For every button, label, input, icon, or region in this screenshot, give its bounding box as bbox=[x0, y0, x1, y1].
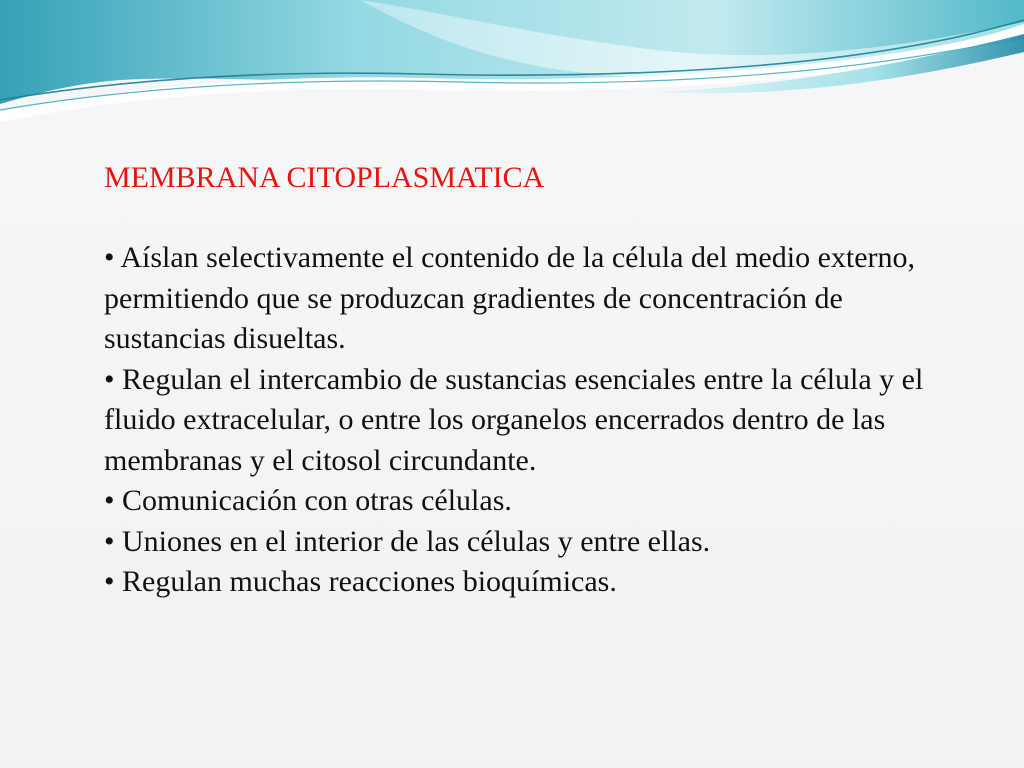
slide-title: MEMBRANA CITOPLASMATICA bbox=[104, 161, 545, 194]
bullet-item: • Aíslan selectivamente el contenido de la célula del medio externo, permitiendo que se produzcan gradientes de concentración de sustancias disueltas. bbox=[104, 241, 916, 355]
bullet-item: • Regulan muchas reacciones bioquímicas. bbox=[104, 565, 617, 598]
header-wave-decoration bbox=[0, 0, 1024, 150]
bullet-item: • Comunicación con otras células. bbox=[104, 484, 512, 517]
bullet-list bbox=[104, 238, 964, 603]
bullet-item: • Regulan el intercambio de sustancias esenciales entre la célula y el fluido extracelular, o entre los organelos encerrados dentro de las membranas y el citosol circundante. bbox=[104, 362, 924, 477]
slide-content bbox=[104, 158, 964, 603]
bullet-item: • Uniones en el interior de las células y entre ellas. bbox=[104, 524, 711, 558]
